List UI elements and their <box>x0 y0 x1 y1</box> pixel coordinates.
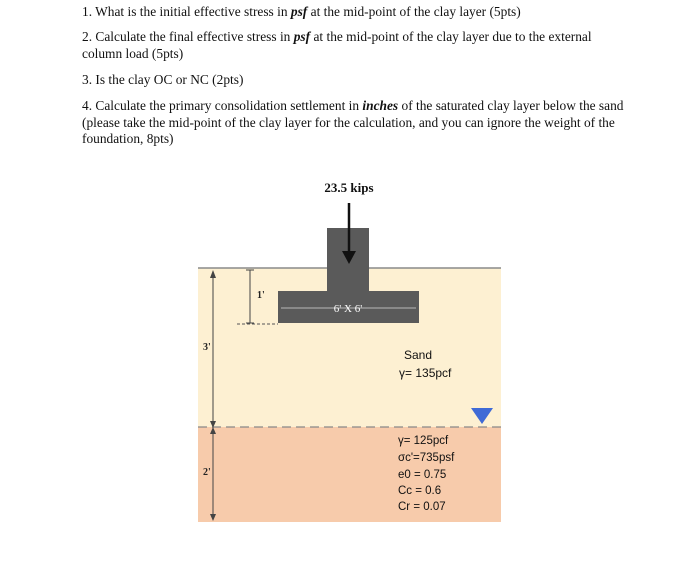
question-2: 2. Calculate the final effective stress in psf at the mid-point of the clay layer due to the external column load (5pts) <box>82 29 592 61</box>
sand-thickness-label: 3' <box>203 342 211 353</box>
clay-unit-weight: γ= 125pcf <box>398 435 449 447</box>
clay-thickness-label: 2' <box>203 467 211 478</box>
clay-preconsolidation-stress: σc'=735psf <box>398 452 455 464</box>
question-1: 1. What is the initial effective stress in psf at the mid-point of the clay layer (5pts) <box>82 4 521 19</box>
sand-label: Sand <box>404 348 433 362</box>
clay-recompression-index: Cr = 0.07 <box>398 501 446 513</box>
clay-void-ratio: e0 = 0.75 <box>398 469 447 481</box>
question-3: 3. Is the clay OC or NC (2pts) <box>82 72 244 87</box>
sand-unit-weight: γ= 135pcf <box>399 366 452 380</box>
footing-size-label: 6' X 6' <box>333 303 363 315</box>
question-4: 4. Calculate the primary consolidation settlement in inches of the saturated clay layer below the sand (please take the mid-point of the clay layer for the calculation, and you can ignore the weight of the foundation, 8pts) <box>82 98 624 146</box>
load-label: 23.5 kips <box>324 180 374 195</box>
clay-layer <box>198 427 501 522</box>
clay-compression-index: Cc = 0.6 <box>398 485 442 497</box>
depth-label: 1' <box>257 290 265 301</box>
